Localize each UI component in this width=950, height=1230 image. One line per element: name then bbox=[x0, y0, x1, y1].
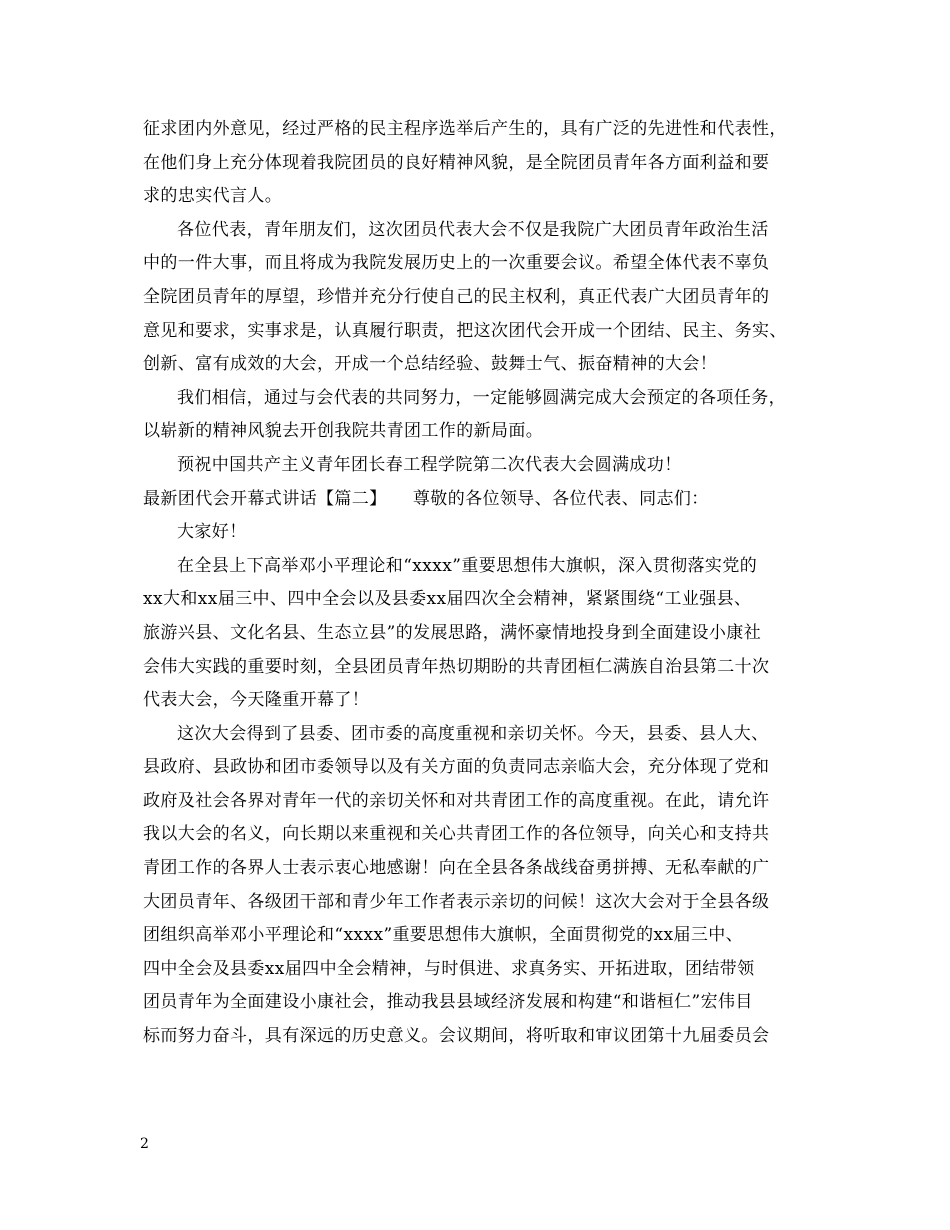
text-line: 创新、富有成效的大会，开成一个总结经验、鼓舞士气、振奋精神的大会！ bbox=[143, 354, 718, 375]
text-line: 在他们身上充分体现着我院团员的良好精神风貌，是全院团员青年各方面利益和要 bbox=[143, 152, 770, 173]
text-line: 以崭新的精神风貌去开创我院共青团工作的新局面。 bbox=[143, 421, 544, 442]
text-line: 在全县上下高举邓小平理论和“xxxx”重要思想伟大旗帜，深入贯彻落实党的 bbox=[177, 555, 758, 576]
text-line: xx大和xx届三中、四中全会以及县委xx届四次全会精神，紧紧围绕“工业强县、 bbox=[143, 589, 752, 610]
text-line: 四中全会及县委xx届四中全会精神，与时俱进、求真务实、开拓进取，团结带领 bbox=[143, 958, 755, 979]
body-text bbox=[143, 113, 833, 1054]
text-line: 最新团代会开幕式讲话【篇二】 尊敬的各位领导、各位代表、同志们： bbox=[143, 488, 709, 509]
text-line: 代表大会，今天隆重开幕了！ bbox=[143, 690, 370, 711]
text-line: 大家好！ bbox=[177, 522, 247, 543]
text-line: 求的忠实代言人。 bbox=[143, 186, 283, 207]
text-line: 这次大会得到了县委、团市委的高度重视和亲切关怀。今天，县委、县人大、 bbox=[177, 723, 769, 744]
text-line: 中的一件大事，而且将成为我院发展历史上的一次重要会议。希望全体代表不辜负 bbox=[143, 253, 770, 274]
text-line: 团员青年为全面建设小康社会，推动我县县域经济发展和构建“和谐桓仁”宏伟目 bbox=[143, 992, 753, 1013]
text-line: 团组织高举邓小平理论和“xxxx”重要思想伟大旗帜，全面贯彻党的xx届三中、 bbox=[143, 925, 744, 946]
text-line: 征求团内外意见，经过严格的民主程序选举后产生的，具有广泛的先进性和代表性， bbox=[143, 119, 787, 139]
text-line: 会伟大实践的重要时刻，全县团员青年热切期盼的共青团桓仁满族自治县第二十次 bbox=[143, 656, 770, 677]
text-line: 意见和要求，实事求是，认真履行职责，把这次团代会开成一个团结、民主、务实、 bbox=[143, 320, 787, 341]
text-line: 我以大会的名义，向长期以来重视和关心共青团工作的各位领导，向关心和支持共 bbox=[143, 824, 770, 845]
text-line: 标而努力奋斗，具有深远的历史意义。会议期间，将听取和审议团第十九届委员会 bbox=[143, 1026, 770, 1047]
text-line: 大团员青年、各级团干部和青少年工作者表示亲切的问候！这次大会对于全县各级 bbox=[143, 891, 770, 912]
text-line: 政府及社会各界对青年一代的亲切关怀和对共青团工作的高度重视。在此，请允许 bbox=[143, 790, 770, 811]
text-line: 全院团员青年的厚望，珍惜并充分行使自己的民主权利，真正代表广大团员青年的 bbox=[143, 286, 770, 307]
text-line: 县政府、县政协和团市委领导以及有关方面的负责同志亲临大会，充分体现了党和 bbox=[143, 757, 770, 778]
text-line: 各位代表，青年朋友们，这次团员代表大会不仅是我院广大团员青年政治生活 bbox=[177, 219, 769, 240]
text-line: 旅游兴县、文化名县、生态立县”的发展思路，满怀豪情地投身到全面建设小康社 bbox=[143, 622, 762, 643]
text-line: 我们相信，通过与会代表的共同努力，一定能够圆满完成大会预定的各项任务， bbox=[177, 387, 786, 408]
text-line: 青团工作的各界人士表示衷心地感谢！向在全县各条战线奋勇拼搏、无私奉献的广 bbox=[143, 858, 770, 879]
page-number: 2 bbox=[140, 1136, 149, 1152]
text-line: 预祝中国共产主义青年团长春工程学院第二次代表大会圆满成功！ bbox=[177, 454, 682, 475]
